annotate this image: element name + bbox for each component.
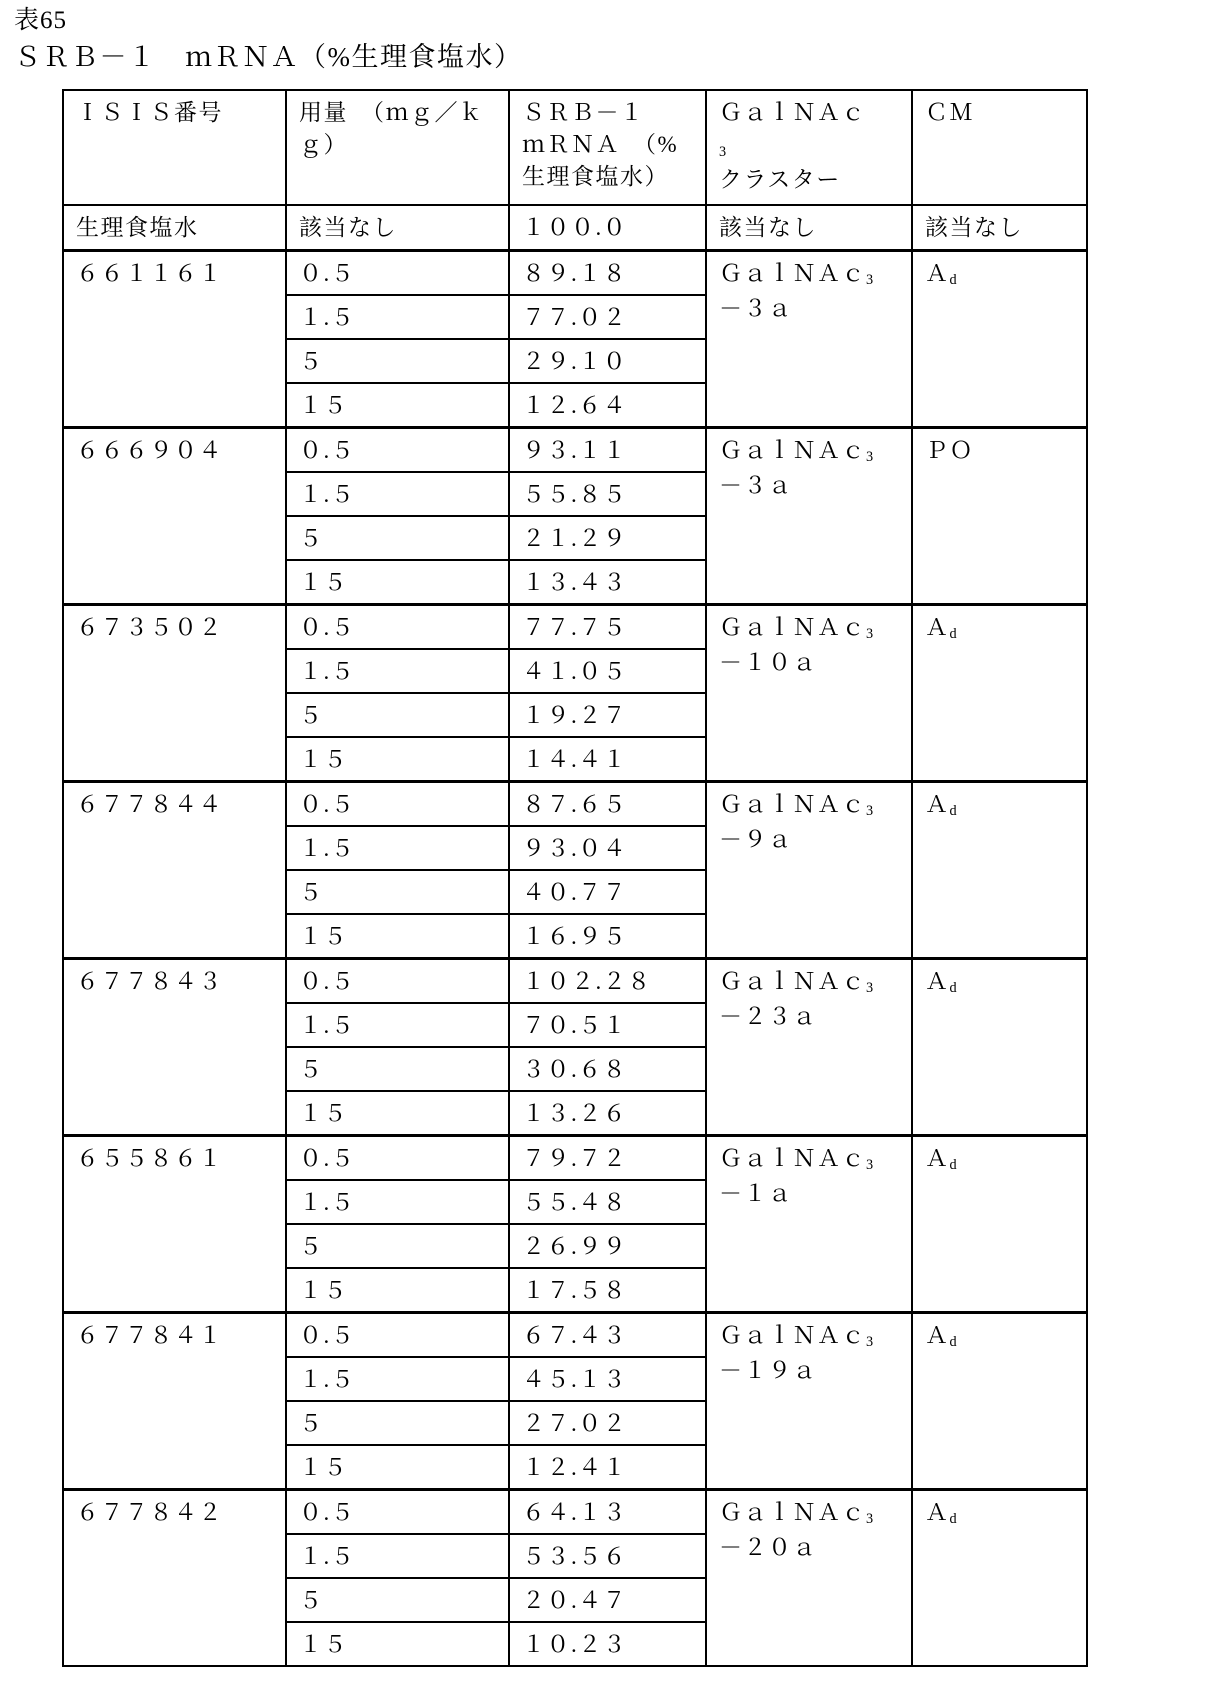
cell-isis-number: ６５５８６１ [63, 1135, 286, 1312]
header-cell-mrna [509, 90, 706, 205]
saline-cell-dose: 該当なし [286, 205, 509, 250]
header-line: クラスター [719, 167, 841, 192]
cm-subscript: d [949, 1511, 957, 1528]
cell-dose: １.５ [286, 472, 509, 516]
cell-galnac-cluster [706, 427, 912, 604]
cell-mrna-value: １２.４１ [509, 1445, 706, 1490]
cm-base: Ａ [925, 1145, 950, 1171]
cm-subscript: d [949, 626, 957, 643]
saline-cell-cluster: 該当なし [706, 205, 912, 250]
cluster-base-line [719, 1497, 909, 1532]
cluster-suffix-line: －９ａ [719, 826, 793, 852]
cell-mrna-value: ８７.６５ [509, 781, 706, 826]
cell-mrna-value: ４０.７７ [509, 870, 706, 914]
cluster-suffix-line: －３ａ [719, 295, 793, 321]
table-row [63, 781, 1087, 826]
cell-dose: １５ [286, 1445, 509, 1490]
cm-subscript: d [949, 803, 957, 820]
cluster-base-line [719, 1143, 909, 1178]
cell-mrna-value: ７７.７５ [509, 604, 706, 649]
cm-base: Ａ [925, 968, 950, 994]
cell-dose: １.５ [286, 649, 509, 693]
table-header-row [63, 90, 1087, 205]
cell-mrna-value: １２.６４ [509, 383, 706, 428]
header-line: 生理食塩水） [522, 164, 669, 189]
cluster-subscript: 3 [866, 1334, 874, 1351]
cluster-subscript: 3 [866, 272, 874, 289]
cell-cm-chemistry [912, 427, 1087, 604]
cell-dose: ０.５ [286, 1135, 509, 1180]
cell-dose: １.５ [286, 1180, 509, 1224]
cell-isis-number: ６７７８４４ [63, 781, 286, 958]
header-cell-cluster [706, 90, 912, 205]
cm-subscript: d [949, 1334, 957, 1351]
cell-dose: １５ [286, 914, 509, 959]
header-line: ＳＲＢ－１ [522, 100, 645, 125]
cluster-base: ＧａｌＮＡｃ [719, 614, 866, 640]
cluster-subscript: 3 [866, 449, 874, 466]
table-caption: ＳＲＢ－１ ｍＲＮＡ（%生理食塩水） [14, 42, 523, 72]
cluster-suffix-line: －１０ａ [719, 649, 817, 675]
cm-subscript: d [949, 1157, 957, 1174]
cluster-base-line [719, 258, 909, 293]
cell-galnac-cluster [706, 958, 912, 1135]
cell-mrna-value: １９.２７ [509, 693, 706, 737]
cell-mrna-value: ６４.１３ [509, 1489, 706, 1534]
cell-mrna-value: ２０.４７ [509, 1578, 706, 1622]
cell-mrna-value: ４１.０５ [509, 649, 706, 693]
cell-mrna-value: ５５.８５ [509, 472, 706, 516]
saline-cell-cm: 該当なし [912, 205, 1087, 250]
cell-mrna-value: １７.５８ [509, 1268, 706, 1313]
cell-isis-number: ６６６９０４ [63, 427, 286, 604]
cluster-base-line [719, 1320, 909, 1355]
cm-base: Ａ [925, 1322, 950, 1348]
cm-subscript: d [949, 980, 957, 997]
cm-base: ＰＯ [925, 437, 974, 463]
cluster-base: ＧａｌＮＡｃ [719, 1322, 866, 1348]
cell-mrna-value: １０２.２８ [509, 958, 706, 1003]
cell-mrna-value: ５５.４８ [509, 1180, 706, 1224]
cell-galnac-cluster [706, 1489, 912, 1666]
cm-base: Ａ [925, 1499, 950, 1525]
table-row [63, 250, 1087, 295]
header-cluster-base: ＧａｌＮＡｃ [719, 100, 866, 125]
cell-dose: ０.５ [286, 958, 509, 1003]
cell-dose: ０.５ [286, 1489, 509, 1534]
cluster-subscript: 3 [866, 1157, 874, 1174]
cell-mrna-value: ７７.０２ [509, 295, 706, 339]
cell-cm-chemistry [912, 250, 1087, 427]
cell-dose: ０.５ [286, 781, 509, 826]
cluster-subscript: 3 [866, 980, 874, 997]
cell-galnac-cluster [706, 250, 912, 427]
cell-galnac-cluster [706, 1312, 912, 1489]
cluster-base: ＧａｌＮＡｃ [719, 1145, 866, 1171]
cell-dose: １５ [286, 1622, 509, 1666]
cell-galnac-cluster [706, 604, 912, 781]
data-table-container [62, 89, 1086, 1667]
cell-dose: １５ [286, 1268, 509, 1313]
cluster-suffix-line: －３ａ [719, 472, 793, 498]
cell-isis-number: ６６１１６１ [63, 250, 286, 427]
cell-dose: １５ [286, 560, 509, 605]
cell-dose: ５ [286, 870, 509, 914]
table-row [63, 1312, 1087, 1357]
cell-mrna-value: ９３.０４ [509, 826, 706, 870]
cell-mrna-value: １６.９５ [509, 914, 706, 959]
table-row [63, 1135, 1087, 1180]
cluster-suffix-line: －２０ａ [719, 1534, 817, 1560]
cluster-base-line [719, 966, 909, 1001]
header-line: ｍＲＮＡ （% [522, 132, 679, 157]
table-title-block [14, 4, 523, 76]
cluster-base: ＧａｌＮＡｃ [719, 260, 866, 286]
cluster-base: ＧａｌＮＡｃ [719, 437, 866, 463]
cell-dose: １５ [286, 383, 509, 428]
header-cell-dose [286, 90, 509, 205]
table-row [63, 958, 1087, 1003]
cell-mrna-value: ６７.４３ [509, 1312, 706, 1357]
header-cell-isis: ＩＳＩＳ番号 [63, 90, 286, 205]
cell-cm-chemistry [912, 1312, 1087, 1489]
cell-cm-chemistry [912, 958, 1087, 1135]
cluster-base-line [719, 789, 909, 824]
cell-dose: ５ [286, 1047, 509, 1091]
cluster-base: ＧａｌＮＡｃ [719, 968, 866, 994]
saline-cell-mrna: １００.０ [509, 205, 706, 250]
cell-cm-chemistry [912, 1135, 1087, 1312]
cell-dose: ５ [286, 339, 509, 383]
cell-dose: １.５ [286, 1003, 509, 1047]
cluster-suffix-line: －２３ａ [719, 1003, 817, 1029]
table-row [63, 1489, 1087, 1534]
cell-galnac-cluster [706, 781, 912, 958]
table-row [63, 205, 1087, 250]
cell-dose: １.５ [286, 826, 509, 870]
cluster-subscript: 3 [866, 1511, 874, 1528]
cell-dose: ５ [286, 1224, 509, 1268]
cell-mrna-value: ７９.７２ [509, 1135, 706, 1180]
cell-dose: ５ [286, 1578, 509, 1622]
cell-mrna-value: １４.４１ [509, 737, 706, 782]
cell-dose: ０.５ [286, 427, 509, 472]
cell-mrna-value: ９３.１１ [509, 427, 706, 472]
header-line: ｇ） [299, 132, 348, 157]
cell-mrna-value: ７０.５１ [509, 1003, 706, 1047]
table-number: 表65 [14, 7, 68, 34]
cell-dose: １.５ [286, 1534, 509, 1578]
cluster-base-line [719, 435, 909, 470]
cluster-base-line [719, 612, 909, 647]
cell-mrna-value: ８９.１８ [509, 250, 706, 295]
header-cell-cm: ＣＭ [912, 90, 1087, 205]
cluster-suffix-line: －１９ａ [719, 1357, 817, 1383]
cell-dose: ５ [286, 693, 509, 737]
cell-mrna-value: ２６.９９ [509, 1224, 706, 1268]
cell-isis-number: ６７３５０２ [63, 604, 286, 781]
cell-isis-number: ６７７８４３ [63, 958, 286, 1135]
table-body [63, 90, 1087, 1666]
cell-cm-chemistry [912, 781, 1087, 958]
cm-base: Ａ [925, 791, 950, 817]
cell-dose: １.５ [286, 295, 509, 339]
cell-mrna-value: １３.４３ [509, 560, 706, 605]
cell-dose: ５ [286, 516, 509, 560]
cell-mrna-value: ２７.０２ [509, 1401, 706, 1445]
cm-subscript: d [949, 272, 957, 289]
cell-mrna-value: ２１.２９ [509, 516, 706, 560]
cm-base: Ａ [925, 260, 950, 286]
table-row [63, 604, 1087, 649]
cell-mrna-value: ４５.１３ [509, 1357, 706, 1401]
cell-dose: １５ [286, 737, 509, 782]
cell-mrna-value: １３.２６ [509, 1091, 706, 1136]
cell-mrna-value: ５３.５６ [509, 1534, 706, 1578]
cluster-subscript: 3 [866, 803, 874, 820]
cluster-subscript: 3 [866, 626, 874, 643]
cell-dose: ０.５ [286, 250, 509, 295]
header-cluster-subscript: 3 [719, 143, 727, 160]
cell-isis-number: ６７７８４２ [63, 1489, 286, 1666]
cell-dose: １５ [286, 1091, 509, 1136]
cell-cm-chemistry [912, 1489, 1087, 1666]
header-line [719, 97, 909, 164]
cell-dose: １.５ [286, 1357, 509, 1401]
cell-mrna-value: ３０.６８ [509, 1047, 706, 1091]
cell-mrna-value: ２９.１０ [509, 339, 706, 383]
cluster-base: ＧａｌＮＡｃ [719, 791, 866, 817]
header-line: 用量 （ｍｇ／ｋ [299, 100, 484, 125]
cell-dose: ５ [286, 1401, 509, 1445]
srb1-mrna-table [62, 89, 1088, 1667]
cluster-base: ＧａｌＮＡｃ [719, 1499, 866, 1525]
cell-mrna-value: １０.２３ [509, 1622, 706, 1666]
cluster-suffix-line: －１ａ [719, 1180, 793, 1206]
cell-dose: ０.５ [286, 1312, 509, 1357]
cell-galnac-cluster [706, 1135, 912, 1312]
cm-base: Ａ [925, 614, 950, 640]
saline-cell-isis: 生理食塩水 [63, 205, 286, 250]
cell-cm-chemistry [912, 604, 1087, 781]
cell-isis-number: ６７７８４１ [63, 1312, 286, 1489]
cell-dose: ０.５ [286, 604, 509, 649]
table-row [63, 427, 1087, 472]
